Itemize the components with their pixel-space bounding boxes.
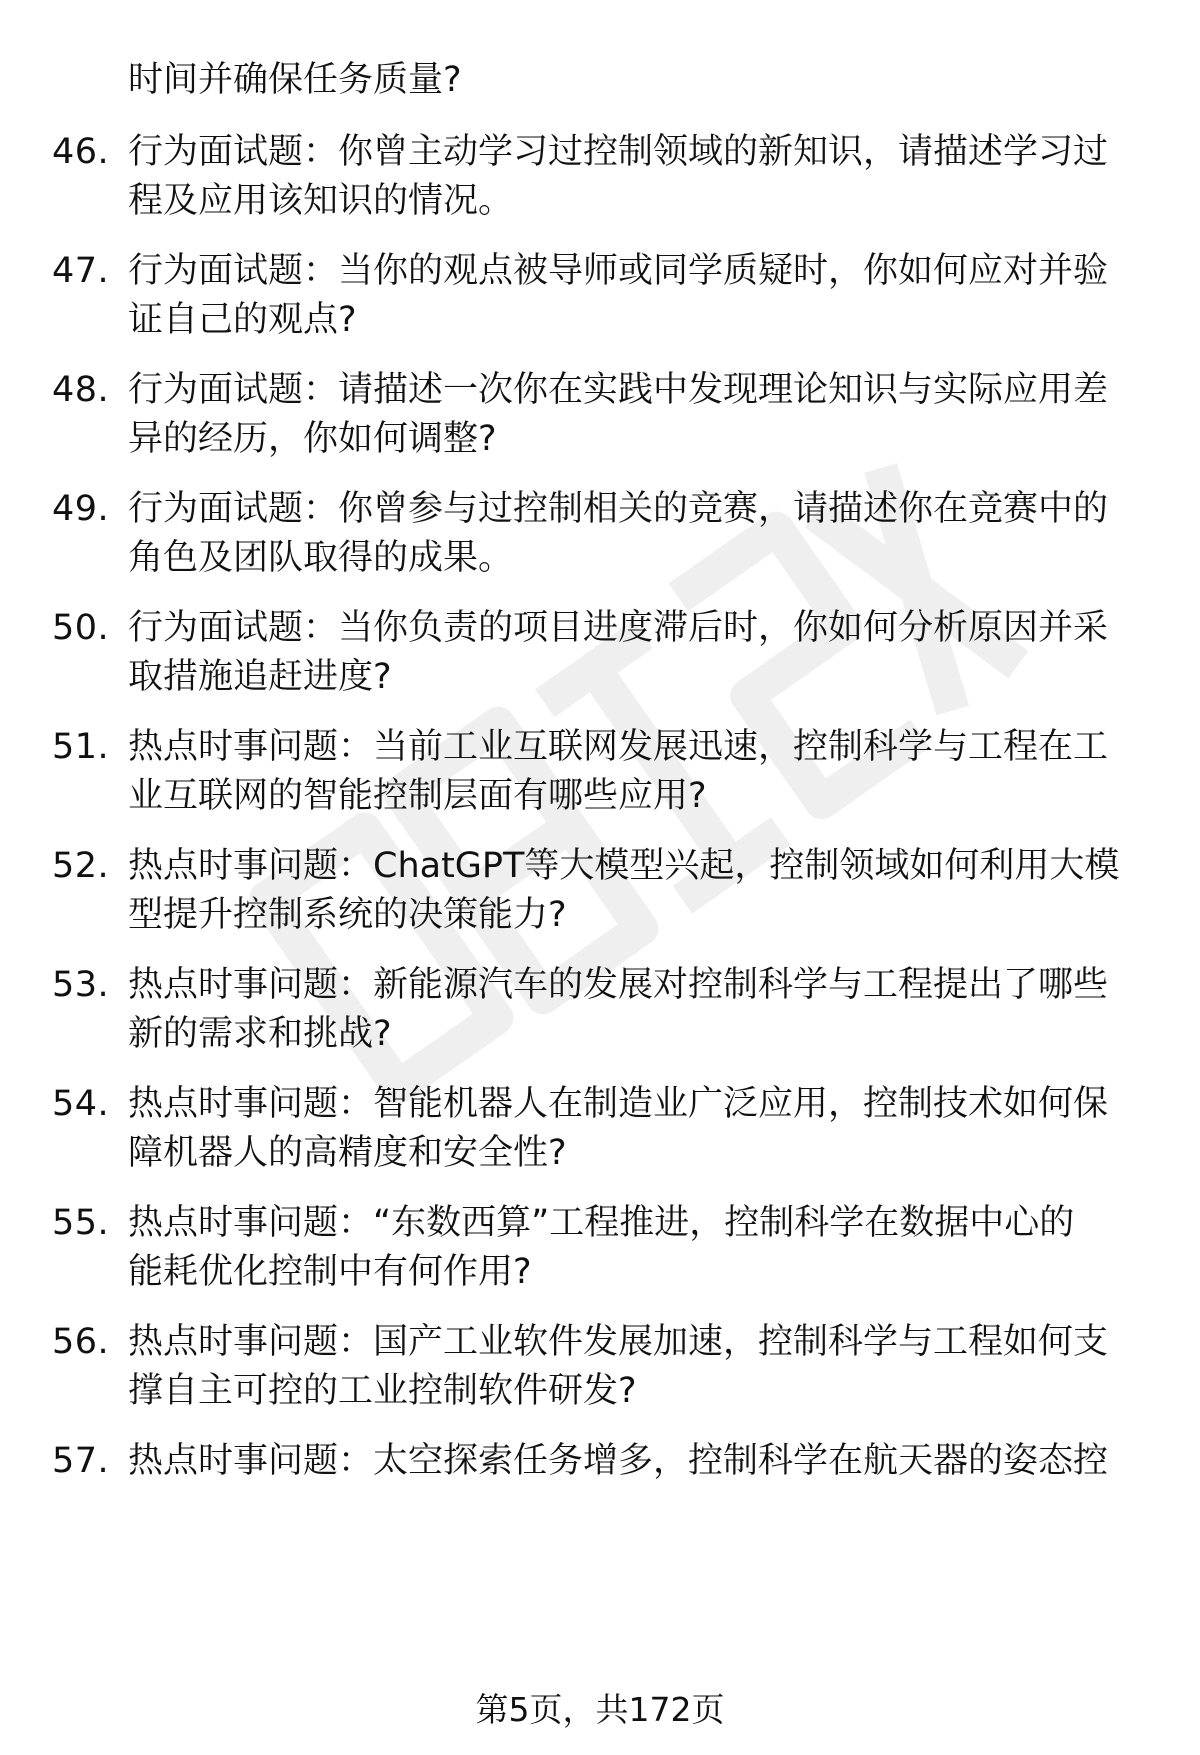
text-line: 取措施追赶进度?	[128, 657, 392, 697]
text-line: 业互联网的智能控制层面有哪些应用?	[128, 776, 707, 816]
question-number: 55.	[52, 1203, 110, 1243]
text-line: 角色及团队取得的成果。	[128, 538, 514, 578]
page-number-footer: 第5页，共172页	[475, 1690, 725, 1729]
question-number: 52.	[52, 846, 110, 886]
question-number: 53.	[52, 965, 110, 1005]
question-text	[128, 1199, 1138, 1297]
text-line: 热点时事问题：国产工业软件发展加速，控制科学与工程如何支	[128, 1322, 1109, 1362]
text-line: 热点时事问题：当前工业互联网发展迅速，控制科学与工程在工	[128, 727, 1109, 767]
continuation-text	[128, 56, 1138, 105]
text-line: 行为面试题：你曾参与过控制相关的竞赛，请描述你在竞赛中的	[128, 489, 1109, 529]
question-number: 56.	[52, 1322, 110, 1362]
text-line: 行为面试题：你曾主动学习过控制领域的新知识，请描述学习过	[128, 132, 1109, 172]
question-text	[128, 1080, 1138, 1178]
text-line: 能耗优化控制中有何作用?	[128, 1252, 532, 1292]
text-line: 行为面试题：当你负责的项目进度滞后时，你如何分析原因并采	[128, 608, 1109, 648]
question-text	[128, 128, 1138, 226]
text-line: 异的经历，你如何调整?	[128, 419, 497, 459]
question-text	[128, 247, 1138, 345]
text-line: 证自己的观点?	[128, 300, 357, 340]
question-number: 51.	[52, 727, 110, 767]
question-text	[128, 1437, 1138, 1486]
question-text	[128, 604, 1138, 702]
question-number: 49.	[52, 489, 110, 529]
question-number: 46.	[52, 132, 110, 172]
text-line: 撑自主可控的工业控制软件研发?	[128, 1371, 637, 1411]
text-line: 热点时事问题：太空探索任务增多，控制科学在航天器的姿态控	[128, 1441, 1109, 1481]
text-line: 热点时事问题：新能源汽车的发展对控制科学与工程提出了哪些	[128, 965, 1109, 1005]
question-number: 47.	[52, 251, 110, 291]
text-line: 热点时事问题：智能机器人在制造业广泛应用，控制技术如何保	[128, 1084, 1109, 1124]
question-text	[128, 961, 1138, 1059]
question-text	[128, 1318, 1138, 1416]
question-number: 50.	[52, 608, 110, 648]
text-line: 时间并确保任务质量?	[128, 60, 462, 100]
text-line: 障机器人的高精度和安全性?	[128, 1133, 567, 1173]
question-text	[128, 485, 1138, 583]
question-text	[128, 842, 1138, 940]
question-number: 48.	[52, 370, 110, 410]
question-number: 54.	[52, 1084, 110, 1124]
text-line: 型提升控制系统的决策能力?	[128, 895, 567, 935]
text-line: 热点时事问题：“东数西算”工程推进，控制科学在数据中心的	[128, 1203, 1075, 1243]
question-text	[128, 366, 1138, 464]
text-line: 热点时事问题：ChatGPT等大模型兴起，控制领域如何利用大模	[128, 846, 1120, 886]
text-line: 新的需求和挑战?	[128, 1014, 392, 1054]
question-number: 57.	[52, 1441, 110, 1481]
text-line: 程及应用该知识的情况。	[128, 181, 514, 221]
text-line: 行为面试题：请描述一次你在实践中发现理论知识与实际应用差	[128, 370, 1109, 410]
text-line: 行为面试题：当你的观点被导师或同学质疑时，你如何应对并验	[128, 251, 1109, 291]
question-text	[128, 723, 1138, 821]
